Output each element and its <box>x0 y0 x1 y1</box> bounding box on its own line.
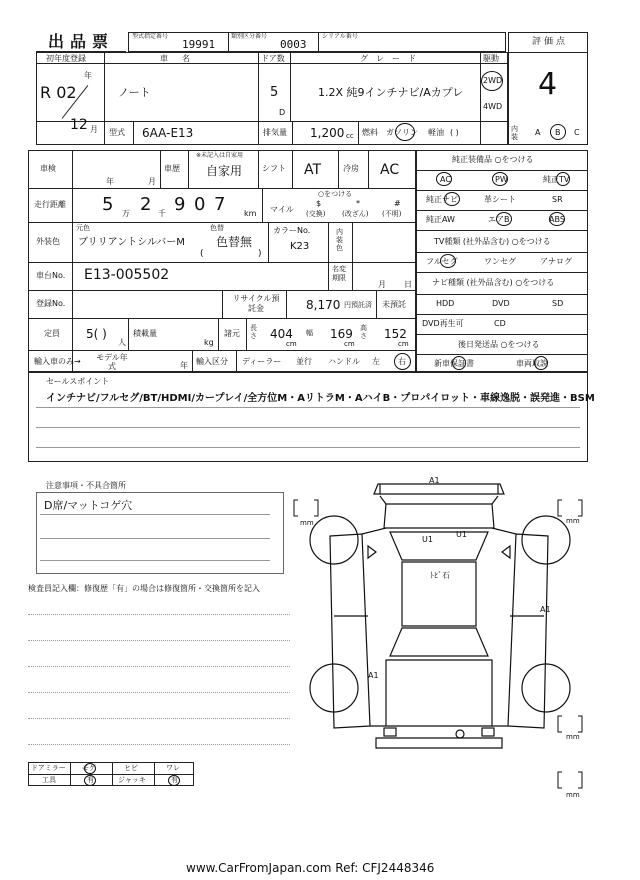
equip-aw: 純正AW <box>426 215 455 224</box>
shift-label: シフト <box>262 164 286 173</box>
first-reg-month: 12 <box>70 117 88 133</box>
inspection-label: 車検 <box>40 164 56 173</box>
year-unit: 年 <box>84 71 92 80</box>
navi-header: ナビ種類 (社外品含む) ○をつける <box>432 278 555 287</box>
name-change-month: 月 <box>378 280 386 289</box>
history-label: 車歴 <box>164 164 180 173</box>
dealer-label: ディーラー <box>242 357 282 366</box>
mileage-circle-note: ○をつける <box>318 190 353 198</box>
serial-label: シリアル番号 <box>322 33 358 40</box>
handle-right-circle <box>394 353 411 370</box>
equip-airbag: エアB <box>488 215 510 224</box>
drive-label: 駆動 <box>483 54 499 63</box>
mileage-unit-km: km <box>244 209 257 218</box>
import-div-label: 輸入区分 <box>196 357 228 366</box>
mileage-exchanged: (交換) <box>306 210 326 218</box>
color-change-label: 色替 <box>210 224 224 232</box>
exterior-label: 外装色 <box>36 237 60 246</box>
equip-pw-circle <box>492 172 508 186</box>
reg-no-label: 登録No. <box>36 299 66 308</box>
interior-color-label: 内装色 <box>336 228 343 252</box>
tv-analog: アナログ <box>540 257 572 266</box>
equip-tv: 純正TV <box>543 175 570 184</box>
equip-leather: 革シート <box>484 195 516 204</box>
height-value: 152 <box>384 327 407 341</box>
equip-ac: AC <box>440 175 451 184</box>
equip-pw: PW <box>495 175 508 184</box>
doors-suffix: D <box>279 108 286 117</box>
navi-sd: SD <box>552 299 564 308</box>
tv-fullseg-circle <box>440 254 456 268</box>
mileage-digit-5: 7 <box>214 194 226 215</box>
capacity-value: 5( ) <box>86 327 107 341</box>
mileage-unit-sen: 千 <box>158 209 166 218</box>
interior-label: 内装 <box>511 125 518 141</box>
later-warranty: 新車保証書 <box>434 359 474 368</box>
capacity-label: 定員 <box>44 329 60 338</box>
mileage-label: 走行距離 <box>34 200 66 209</box>
grade-value: 1.2X 純9インチナビ/Aカプレ <box>318 86 464 99</box>
score-label: 評価点 <box>532 37 569 47</box>
width-label: 幅 <box>306 329 313 337</box>
model-spec-value: 19991 <box>182 38 216 51</box>
navi-hdd: HDD <box>436 299 455 308</box>
tv-header: TV種類 (社外品含む) ○をつける <box>434 237 551 246</box>
color-change-value: 色替無 <box>216 235 253 249</box>
damage-mark-stone: ﾄﾋﾞ石 <box>430 571 450 580</box>
fuel-bracket: ( ) <box>450 128 459 137</box>
mileage-digit-4: 0 <box>194 194 206 215</box>
inspection-year-unit: 年 <box>106 177 114 186</box>
drive-2wd: 2WD <box>483 76 503 85</box>
jack-value: 有 <box>171 776 178 784</box>
length-unit: cm <box>286 340 297 348</box>
equip-abs: ABS <box>549 215 565 224</box>
recycle-label: リサイクル預託金 <box>232 294 280 313</box>
mileage-unknown: (不明) <box>382 210 402 218</box>
history-value: 自家用 <box>206 164 243 178</box>
notes-text: D席/マットコゲ穴 <box>44 499 133 512</box>
equip-tv-circle <box>556 172 570 186</box>
height-label: 高さ <box>360 324 367 340</box>
handle-label: ハンドル <box>328 357 360 366</box>
equip-sr: SR <box>552 195 563 204</box>
navi-dvd: DVD <box>492 299 510 308</box>
mirror-broken: ワレ <box>166 764 180 772</box>
mirror-moge: モゲ <box>82 764 96 772</box>
person-unit: 人 <box>118 338 126 347</box>
mileage-hash: # <box>394 199 401 208</box>
mileage-star: * <box>356 199 360 208</box>
damage-mark-u1-right: U1 <box>456 530 467 539</box>
later-warranty-circle <box>452 356 466 370</box>
equip-abs-circle <box>549 212 565 226</box>
mm-unit-4: mm <box>566 791 580 799</box>
inspection-month-unit: 月 <box>148 177 156 186</box>
mileage-digit-2: 2 <box>140 194 152 215</box>
mileage-mile: マイル <box>270 205 294 214</box>
later-manual-circle <box>534 356 548 370</box>
parallel-label: 並行 <box>296 357 312 366</box>
tv-oneseg: ワンセグ <box>484 257 516 266</box>
displacement-label: 排気量 <box>263 128 287 137</box>
recycle-no: 未預託 <box>382 300 406 309</box>
shift-value: AT <box>304 162 322 178</box>
grade-label: グレード <box>360 54 424 63</box>
mirror-crack: ヒビ <box>124 764 138 772</box>
score-value: 4 <box>538 67 558 102</box>
navi-dvd-play: DVD再生可 <box>422 319 464 328</box>
car-name-value: ノート <box>118 86 151 99</box>
car-name-label: 車名 <box>160 54 204 63</box>
ac-label: 冷房 <box>343 164 359 173</box>
recycle-value: 8,170 <box>306 298 341 312</box>
model-code-label: 型式 <box>109 128 125 137</box>
mirror-label: ドアミラー <box>31 764 66 772</box>
history-note: ※未記入は自家用 <box>196 152 244 159</box>
model-year-label: モデル年式 <box>96 353 128 371</box>
damage-mark-a1-right: A1 <box>540 605 551 614</box>
interior-grade-b: B <box>555 128 561 137</box>
sales-text: インチナビ/フルセグ/BT/HDMI/カープレイ/全方位M・AリトラM・AハイB・プロパイロット・車線逸脱・誤発進・BSM <box>46 393 595 404</box>
tool-value-circle <box>84 775 96 786</box>
sales-label: セールスポイント <box>46 377 110 386</box>
color-no-label: カラーNo. <box>273 226 311 235</box>
mirror-moge-circle <box>84 763 96 774</box>
form-title: 出品票 <box>48 32 115 51</box>
name-change-day: 日 <box>404 280 412 289</box>
later-header: 後日発送品 ○をつける <box>458 340 540 349</box>
orig-color-label: 元色 <box>76 224 90 232</box>
load-label: 積載量 <box>133 329 157 338</box>
first-reg-year: R 02 <box>40 83 77 102</box>
chassis-label: 車台No. <box>36 271 66 280</box>
exterior-color-value: ブリリアントシルバーM <box>78 237 185 248</box>
chassis-value: E13-005502 <box>84 267 170 283</box>
length-label: 長さ <box>250 324 257 340</box>
tool-label: 工具 <box>42 776 56 784</box>
interior-grade-b-circle <box>550 124 566 140</box>
color-no-value: K23 <box>290 241 310 252</box>
equip-header: 純正装備品 ○をつける <box>452 155 534 164</box>
class-value: 0003 <box>280 38 307 51</box>
ac-value: AC <box>380 162 400 178</box>
equip-navi: 純正ナビ <box>426 195 458 204</box>
color-paren-close: ) <box>258 249 262 259</box>
mileage-unit-man: 万 <box>122 209 130 218</box>
mileage-digit-1: 5 <box>102 194 114 215</box>
mm-unit-3: mm <box>566 733 580 741</box>
color-paren-open: ( <box>200 249 204 259</box>
damage-mark-u1-left: U1 <box>422 535 433 544</box>
class-label: 類別区分番号 <box>231 33 268 40</box>
fuel-diesel: 軽油 <box>428 128 444 137</box>
damage-mark-a1-front: A1 <box>429 476 440 485</box>
equip-airbag-circle <box>496 212 512 226</box>
first-reg-label: 初年度登録 <box>46 54 86 63</box>
length-value: 404 <box>270 327 293 341</box>
doors-label: ドア数 <box>261 54 285 63</box>
interior-grade-c: C <box>574 128 580 137</box>
footer-watermark: www.CarFromJapan.com Ref: CFJ2448346 <box>186 861 435 875</box>
recycle-unit: 円預託済 <box>344 301 372 309</box>
kg-unit: kg <box>204 338 214 347</box>
later-manual: 車両取説 <box>516 359 548 368</box>
interior-grade-a: A <box>535 128 541 137</box>
fuel-gas-circle <box>395 123 415 141</box>
navi-cd: CD <box>494 319 506 328</box>
mileage-dollar: $ <box>316 199 322 208</box>
equip-navi-circle <box>444 192 460 206</box>
equip-ac-circle <box>436 172 452 186</box>
model-spec-label: 型式指定番号 <box>132 33 169 40</box>
inspector-label: 検査員記入欄：修復歴「有」の場合は修復箇所・交換箇所を記入 <box>28 584 260 593</box>
car-diagram <box>290 476 590 806</box>
model-year-unit: 年 <box>180 361 188 370</box>
mileage-tampered: (改ざん) <box>342 210 369 218</box>
jack-value-circle <box>168 775 180 786</box>
height-unit: cm <box>398 340 409 348</box>
handle-left: 左 <box>372 357 380 366</box>
notes-label: 注意事項・不具合箇所 <box>46 481 126 490</box>
name-change-label: 名変期限 <box>332 265 346 282</box>
doors-value: 5 <box>270 85 279 100</box>
month-unit: 月 <box>90 125 98 134</box>
jack-label: ジャッキ <box>118 776 146 784</box>
tv-fullseg: フルセグ <box>426 257 458 266</box>
model-code-value: 6AA-E13 <box>142 126 194 140</box>
mm-unit-1: mm <box>300 519 314 527</box>
tool-value: 有 <box>87 776 94 784</box>
handle-right: 右 <box>398 357 406 366</box>
mileage-digit-3: 9 <box>174 194 186 215</box>
dims-label: 諸元 <box>224 329 240 338</box>
displacement-unit: cc <box>346 132 354 140</box>
fuel-label: 燃料 <box>362 128 378 137</box>
mm-unit-2: mm <box>566 517 580 525</box>
width-unit: cm <box>344 340 355 348</box>
width-value: 169 <box>330 327 353 341</box>
damage-mark-a1-left: A1 <box>368 671 379 680</box>
import-label: 輸入車のみ→ <box>34 357 81 366</box>
drive-2wd-circle <box>481 71 503 91</box>
fuel-gas: ガソリン <box>386 128 418 137</box>
displacement-value: 1,200 <box>310 126 345 140</box>
drive-4wd: 4WD <box>483 102 503 111</box>
